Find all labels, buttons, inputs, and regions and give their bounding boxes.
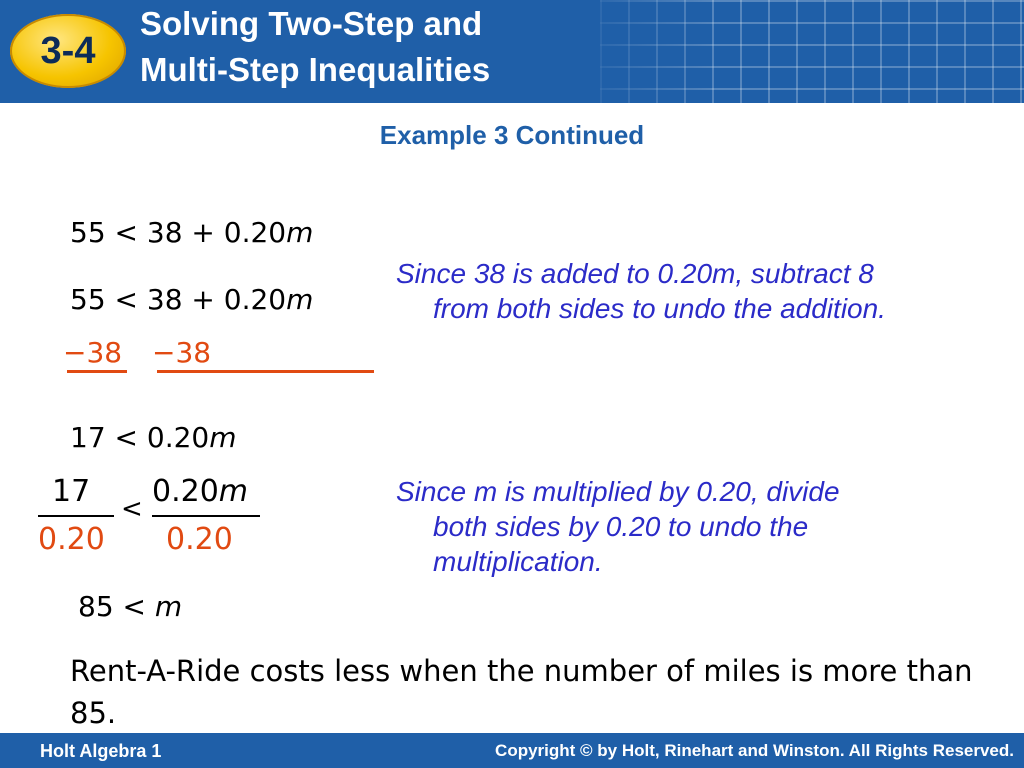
footer-book-title: Holt Algebra 1: [40, 741, 162, 761]
example-title: Example 3 Continued: [379, 120, 645, 150]
fraction-left-denominator: 0.20: [38, 522, 105, 557]
fraction-less-than: <: [121, 494, 143, 524]
fraction-left-bar: [38, 515, 114, 517]
subtract-left: −38: [63, 336, 123, 369]
slide-title-line2: Multi-Step Inequalities: [140, 51, 491, 88]
fraction-left-numerator: 17: [52, 474, 91, 509]
footer-copyright: Copyright © by Holt, Rinehart and Winston. All Rights Reserved.: [495, 741, 1014, 760]
fraction-right-denominator: 0.20: [166, 522, 233, 557]
fraction-right-numerator: 0.20m: [152, 474, 249, 509]
slide-footer: [0, 733, 1024, 768]
slide-header: [0, 0, 1024, 103]
conclusion-text: Rent-A-Ride costs less when the number of miles is more than 85.: [70, 654, 973, 730]
inequality-step3: 17 < 0.20m: [70, 421, 237, 454]
slide-title-line1: Solving Two-Step and: [140, 5, 483, 42]
subtract-right: −38: [152, 336, 212, 369]
lesson-badge-label: 3-4: [40, 30, 96, 72]
inequality-step2: 55 < 38 + 0.20m: [70, 283, 314, 316]
underline-left: [67, 370, 127, 373]
fraction-right-bar: [152, 515, 260, 517]
inequality-step1: 55 < 38 + 0.20m: [70, 216, 314, 249]
inequality-result: 85 < m: [78, 590, 183, 623]
underline-right: [157, 370, 374, 373]
explanation-note-2: Since m is multiplied by 0.20, divide both sides by 0.20 to undo the multiplication.: [396, 476, 840, 577]
explanation-note-1: Since 38 is added to 0.20m, subtract 8 from both sides to undo the addition.: [396, 258, 886, 324]
